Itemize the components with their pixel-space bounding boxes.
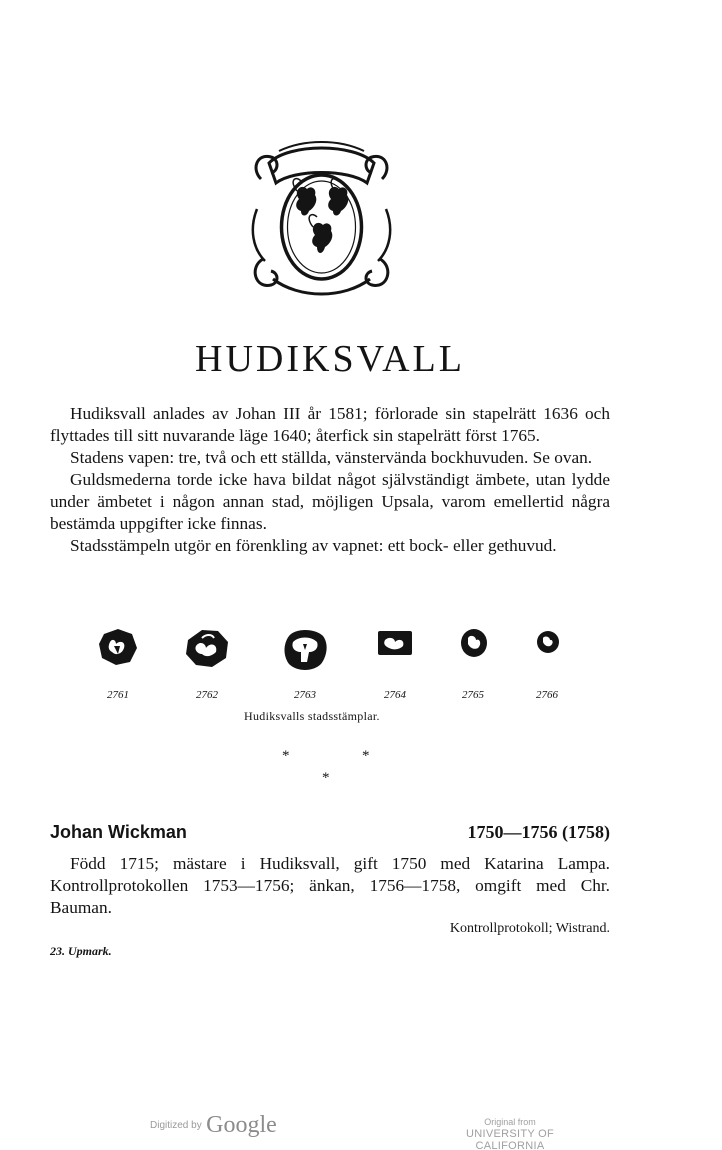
stamp-number: 2763 xyxy=(294,689,316,701)
section-separator xyxy=(270,748,380,793)
stamps-caption: Hudiksvalls stadsstämplar. xyxy=(244,709,380,723)
stamp-number: 2764 xyxy=(384,689,406,701)
page-title: HUDIKSVALL xyxy=(195,338,465,380)
paragraph-arms: Stadens vapen: tre, två och ett ställda, vänstervända bockhuvuden. Se ovan. xyxy=(70,448,593,467)
goldsmith-name: Johan Wickman xyxy=(50,822,187,842)
stamp-2763-icon xyxy=(281,628,329,672)
goldsmith-dates: 1750—1756 (1758) xyxy=(467,822,610,842)
separator-star: * xyxy=(282,748,290,764)
paragraph-town-stamp: Stadsstämpeln utgör en förenkling av vapnet: ett bock- eller gethuvud. xyxy=(70,536,557,555)
digitized-by-watermark xyxy=(150,1112,277,1139)
digitized-prefix: Digitized by xyxy=(150,1120,202,1131)
original-from-label: Original from xyxy=(484,1117,536,1127)
university-label: UNIVERSITY OF CALIFORNIA xyxy=(465,1128,555,1150)
stamp-number: 2761 xyxy=(107,689,129,701)
stamp-number: 2766 xyxy=(536,689,558,701)
signature-mark-footnote: 23. Upmark. xyxy=(50,944,112,958)
stamp-2764-icon xyxy=(377,628,413,658)
entry-biography: Född 1715; mästare i Hudiksvall, gift 1750 med Katarina Lampa. Kontrollprotokollen 1753—1756; änkan, 1756—1758, omgift med Chr. Bauman. xyxy=(50,854,610,917)
coat-of-arms-icon xyxy=(249,139,394,299)
stamp-2765-icon xyxy=(460,628,488,658)
stamp-2766-icon xyxy=(536,628,560,654)
stamp-2762-icon xyxy=(184,628,230,668)
stamp-2761-icon xyxy=(98,628,138,666)
google-logo: Google xyxy=(206,1112,277,1138)
town-stamps xyxy=(80,628,580,701)
stamp-number: 2762 xyxy=(196,689,218,701)
entry-heading xyxy=(50,822,610,848)
paragraph-founding: Hudiksvall anlades av Johan III år 1581; förlorade sin stapelrätt 1636 och flyttades till sitt nuvarande läge 1640; återfick sin stapelrätt först 1765. xyxy=(50,404,610,445)
entry-text xyxy=(50,853,610,919)
intro-text xyxy=(50,403,610,557)
separator-star: * xyxy=(362,748,370,764)
separator-star: * xyxy=(322,770,330,786)
entry-source: Kontrollprotokoll; Wistrand. xyxy=(449,921,610,936)
original-source-watermark xyxy=(430,1116,590,1150)
paragraph-goldsmiths: Guldsmederna torde icke hava bildat något självständigt ämbete, utan lydde under ämbetet i någon annan stad, möjligen Upsala, varom emellertid några bestämda uppgifter icke finnas. xyxy=(50,470,610,533)
stamp-number: 2765 xyxy=(462,689,484,701)
